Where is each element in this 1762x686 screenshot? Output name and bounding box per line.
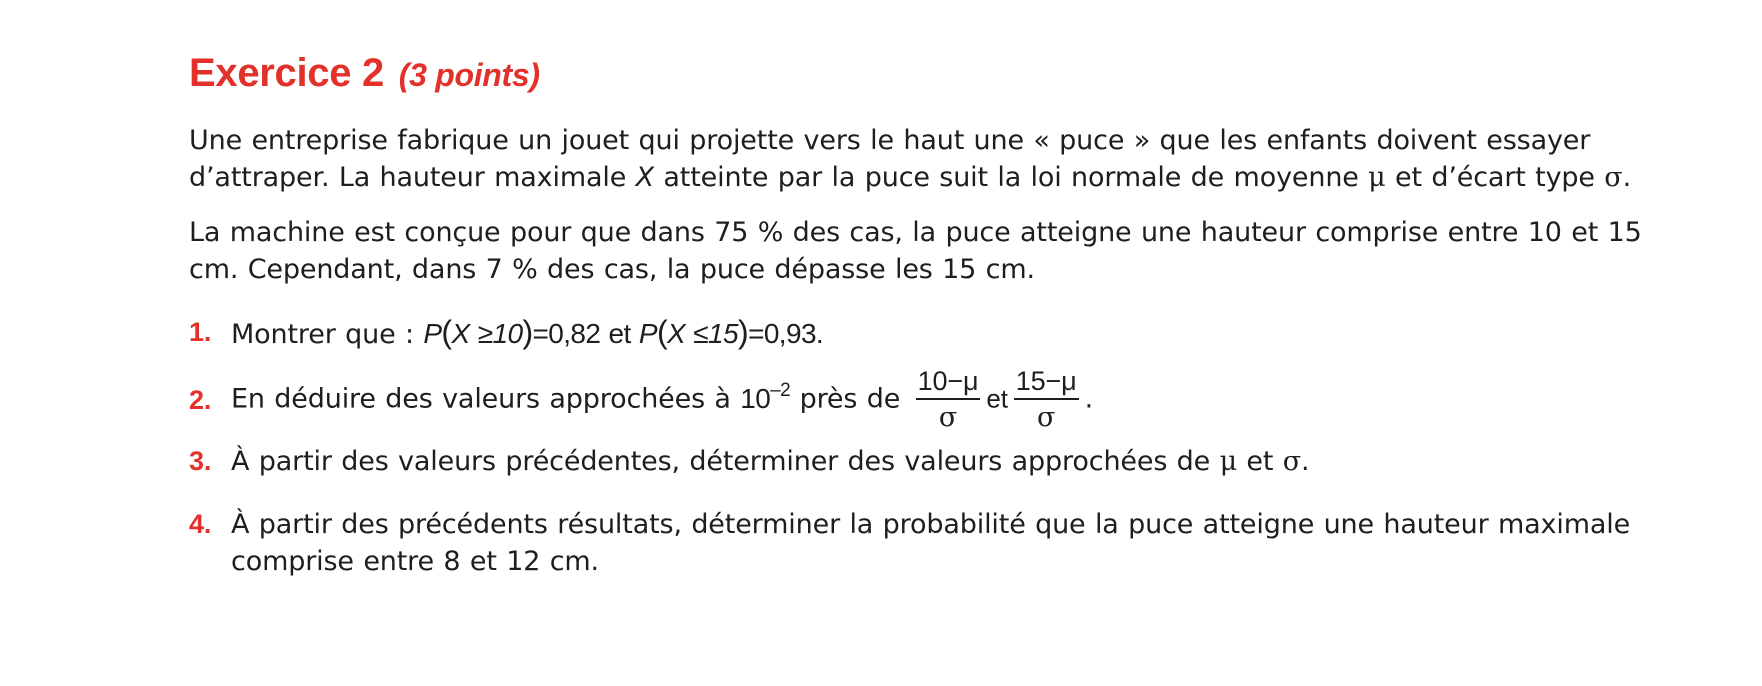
fraction-2 bbox=[1014, 367, 1079, 433]
question-list bbox=[189, 314, 1689, 580]
question-text bbox=[231, 367, 1689, 433]
exercise-points: (3 points) bbox=[398, 57, 540, 93]
question-1-lead: Montrer que : bbox=[231, 319, 424, 350]
intro-p1-part-c: et d’écart type bbox=[1385, 162, 1605, 193]
question-3-and: et bbox=[1236, 446, 1283, 477]
prob-symbol: P bbox=[423, 318, 442, 349]
intro-p1-end: . bbox=[1622, 162, 1631, 193]
intro-paragraph-1 bbox=[189, 122, 1689, 196]
question-2-lead: En déduire des valeurs approchées à bbox=[231, 383, 741, 415]
prob-symbol: P bbox=[638, 318, 657, 349]
probability-expression-2 bbox=[638, 314, 824, 350]
intro-paragraph-2: La machine est conçue pour que dans 75 % des cas, la puce atteigne une hauteur comprise entre 10 et 15 cm. Cependant, dans 7 % des cas, la puce dépasse les 15 cm. bbox=[189, 217, 1642, 285]
mu-symbol: μ bbox=[1368, 162, 1386, 193]
question-2-end: . bbox=[1084, 383, 1093, 415]
fraction-denominator: σ bbox=[1037, 402, 1056, 433]
question-text: À partir des précédents résultats, déterminer la probabilité que la puce atteigne une hauteur maximale comprise entre 8 et 12 cm. bbox=[231, 509, 1631, 577]
question-number: 1. bbox=[189, 317, 212, 347]
question-3 bbox=[189, 443, 1689, 480]
question-1 bbox=[189, 314, 1689, 353]
question-4 bbox=[189, 506, 1689, 580]
open-paren: ( bbox=[441, 314, 452, 350]
fraction-denominator: σ bbox=[938, 402, 958, 433]
power-exponent: –2 bbox=[770, 379, 791, 401]
question-number: 2. bbox=[189, 384, 212, 415]
question-number: 4. bbox=[189, 509, 212, 539]
event-expression: X ≥10 bbox=[451, 318, 523, 349]
fraction-numerator: 15−μ bbox=[1014, 367, 1079, 400]
question-3-end: . bbox=[1301, 446, 1310, 477]
question-text bbox=[231, 443, 1689, 480]
intro-p1-part-a: Une entreprise fabrique un jouet qui projette vers le haut une « puce » que les enfants doivent essayer d’attraper. La hauteur maximale bbox=[189, 125, 1591, 193]
fraction-1 bbox=[916, 367, 981, 433]
exercise-title-text: Exercice 2 bbox=[189, 51, 384, 95]
question-2-mid: près de bbox=[790, 383, 910, 415]
exercise-title bbox=[189, 48, 1689, 100]
probability-value: =0,93. bbox=[748, 318, 824, 349]
intro-p1-part-b: atteinte par la puce suit la loi normale de moyenne bbox=[653, 162, 1369, 193]
mu-symbol: μ bbox=[1219, 446, 1237, 477]
fraction-numerator: 10−μ bbox=[916, 367, 981, 400]
event-expression: X ≤15 bbox=[667, 318, 738, 349]
close-paren: ) bbox=[522, 314, 533, 350]
close-paren: ) bbox=[738, 314, 749, 350]
question-3-lead: À partir des valeurs précédentes, déterminer des valeurs approchées de bbox=[231, 446, 1220, 477]
connector-et: et bbox=[986, 383, 1008, 414]
question-2 bbox=[189, 367, 1689, 433]
sigma-symbol: σ bbox=[1282, 446, 1302, 477]
probability-expression-1 bbox=[423, 314, 601, 350]
open-paren: ( bbox=[656, 314, 668, 350]
sigma-symbol: σ bbox=[1604, 162, 1623, 193]
power-of-ten bbox=[740, 379, 791, 414]
power-base: 10 bbox=[740, 382, 771, 414]
question-number: 3. bbox=[189, 446, 212, 476]
variable-x: X bbox=[635, 162, 654, 193]
connector-et: et bbox=[600, 318, 639, 349]
exercise-page bbox=[189, 48, 1689, 580]
probability-value: =0,82 bbox=[532, 318, 601, 349]
question-text bbox=[231, 314, 1689, 353]
